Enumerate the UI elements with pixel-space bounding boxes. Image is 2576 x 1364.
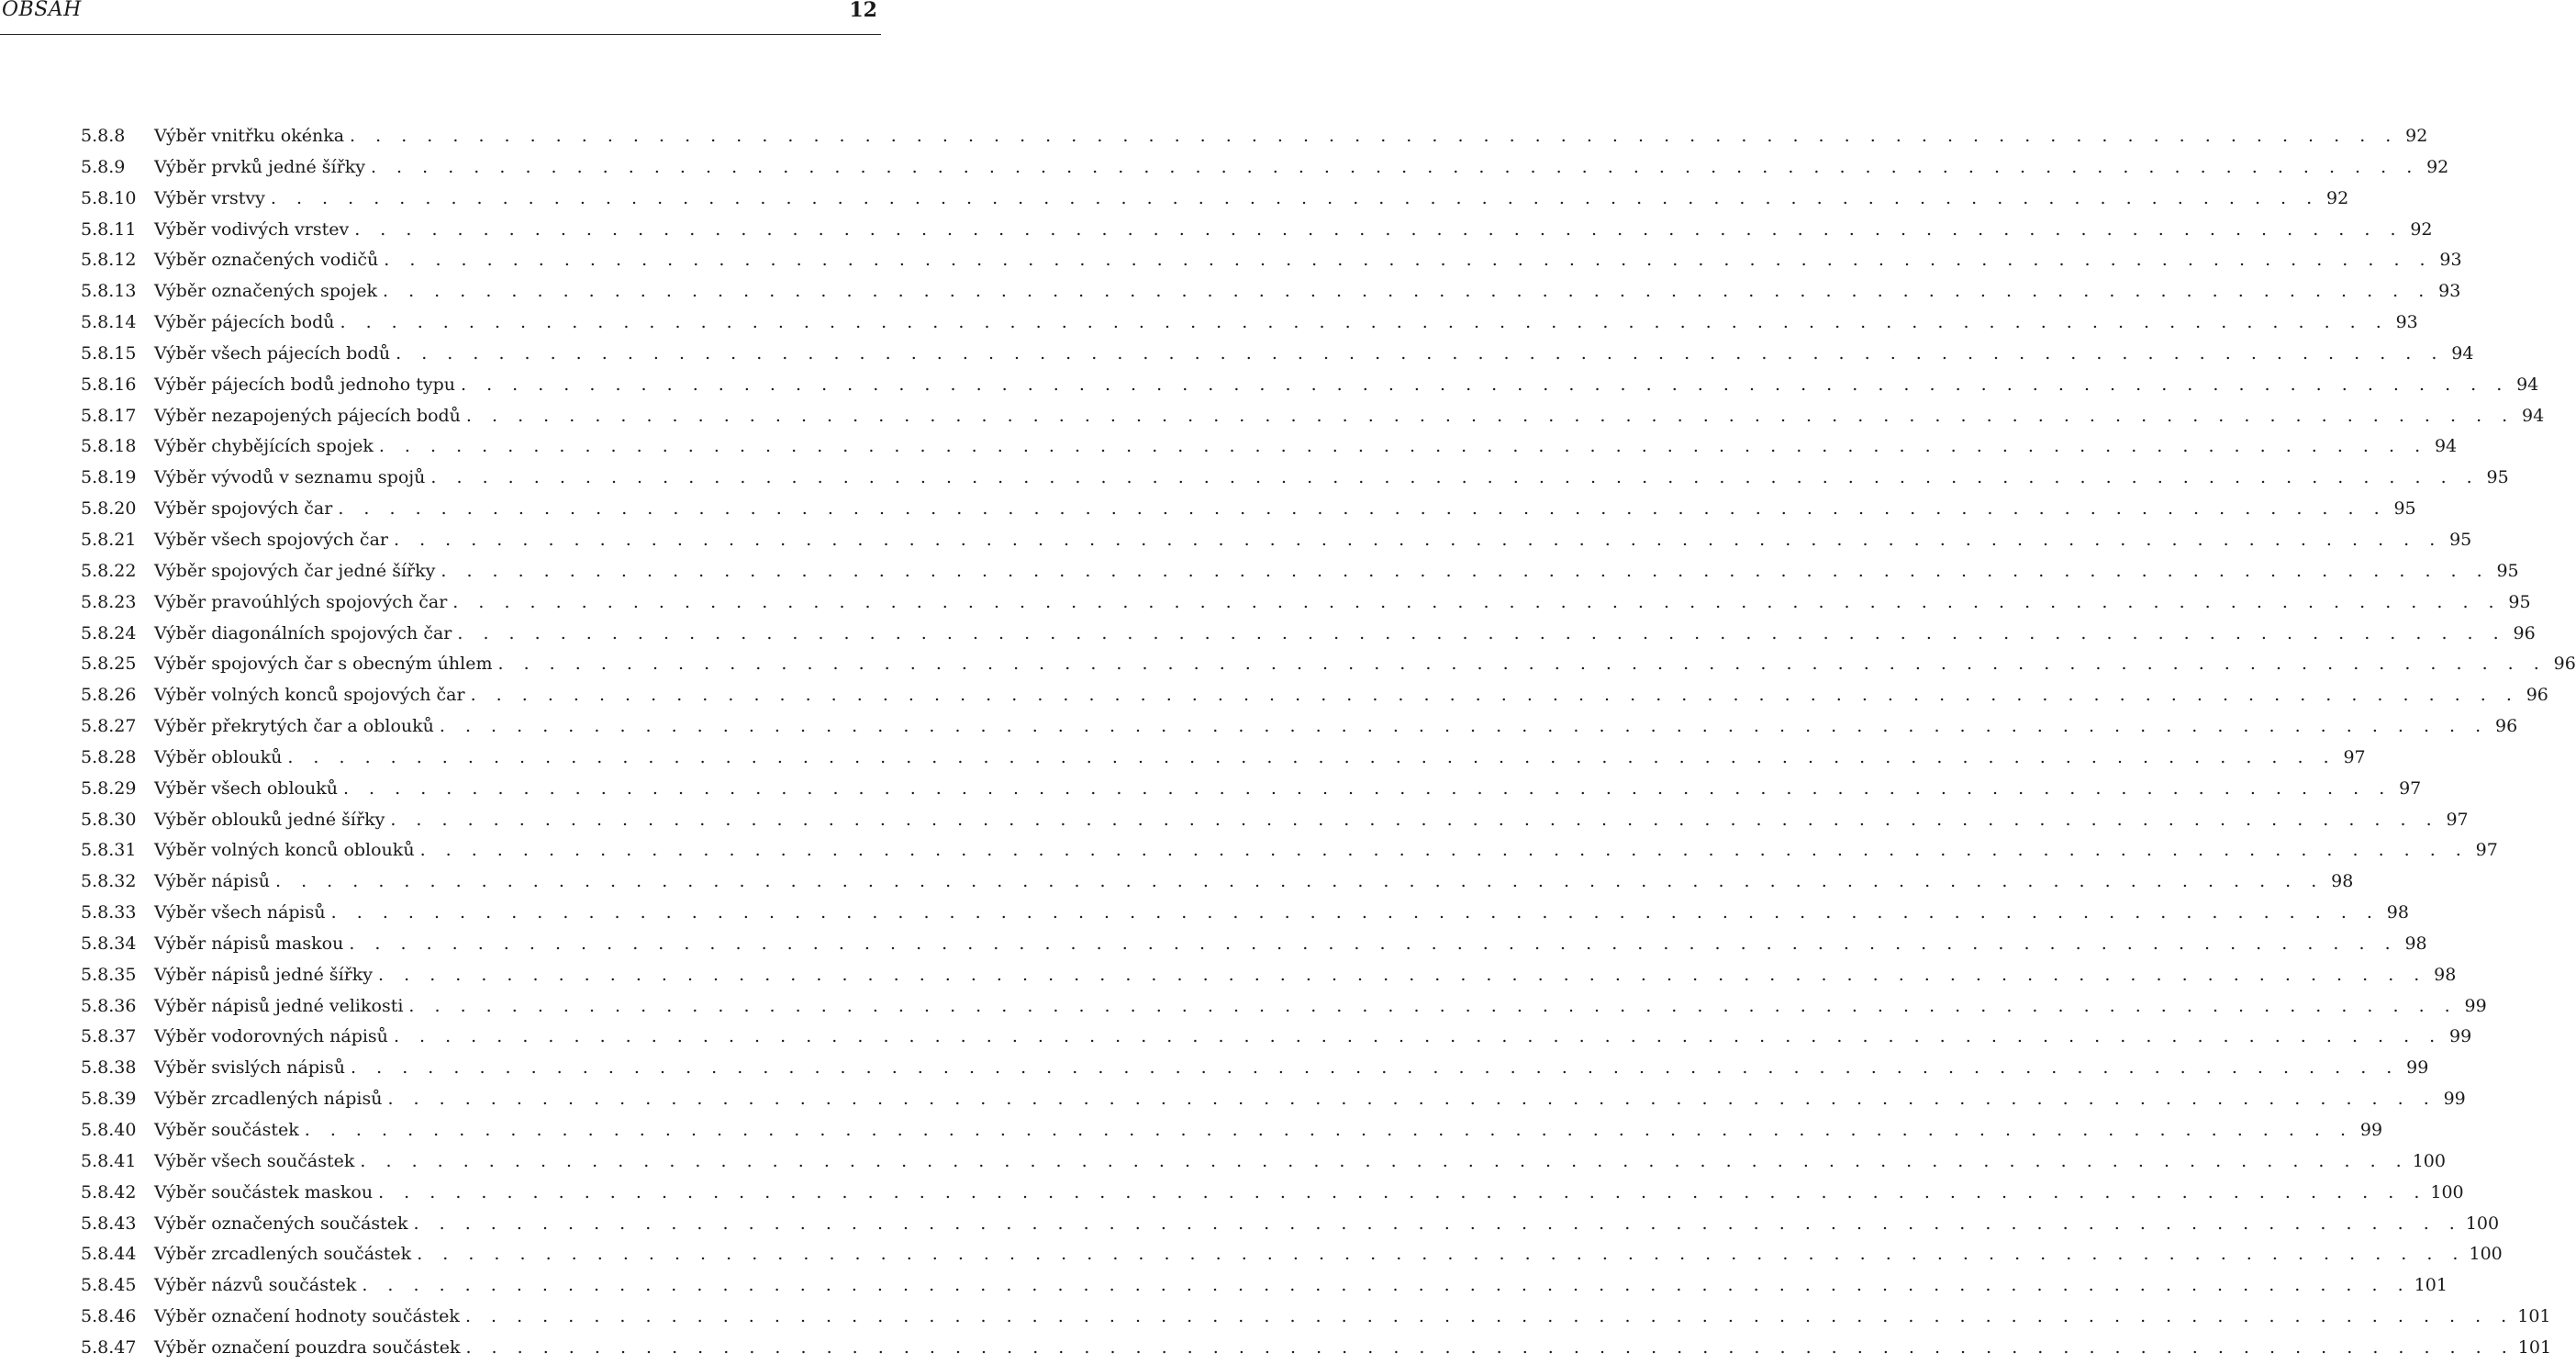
page-header xyxy=(0,0,881,35)
toc-entry-page: 92 xyxy=(2405,126,2428,146)
toc-entry-title: Výběr pravoúhlých spojových čar xyxy=(154,591,448,612)
toc-entry-page: 97 xyxy=(2475,840,2498,861)
toc-entry[interactable] xyxy=(81,711,2518,743)
toc-entry-page: 97 xyxy=(2343,746,2366,767)
toc-entry-title: Výběr oblouků jedné šířky xyxy=(154,809,385,830)
toc-entry-page: 98 xyxy=(2386,902,2409,923)
toc-dot-leader: . . . . . . . . . . . . . . . . . . . . . . . . . . . . . . . . . . . . . . . . . . . . . . . . . . . . . . . . . . . . . . . . . . . . . . . . . . . . . . . . xyxy=(287,746,2336,767)
toc-entry-title: Výběr spojových čar xyxy=(154,498,333,520)
toc-entry-title: Výběr všech součástek xyxy=(154,1150,355,1171)
toc-dot-leader: . . . . . . . . . . . . . . . . . . . . . . . . . . . . . . . . . . . . . . . . . . . . . . . . . . . . . . . . . . . . . . . . . . . . . . . . . . . . . . . . xyxy=(390,809,2439,830)
toc-entry-title: Výběr volných konců spojových čar xyxy=(154,685,465,706)
running-head-title: OBSAH xyxy=(2,0,82,21)
toc-entry-number: 5.8.11 xyxy=(81,218,137,240)
toc-dot-leader: . . . . . . . . . . . . . . . . . . . . . . . . . . . . . . . . . . . . . . . . . . . . . . . . . . . . . . . . . . . . . . . . . . . . . . . . . . . . . . . . xyxy=(460,374,2510,395)
toc-entry-page: 98 xyxy=(2434,964,2457,985)
toc-entry[interactable] xyxy=(81,1178,2464,1209)
toc-entry-title: Výběr všech oblouků xyxy=(154,777,338,799)
toc-entry-title: Výběr označených spojek xyxy=(154,281,378,302)
toc-entry-page: 96 xyxy=(2495,716,2518,737)
toc-entry-title: Výběr nápisů jedné šířky xyxy=(154,964,374,985)
toc-dot-leader: . . . . . . . . . . . . . . . . . . . . . . . . . . . . . . . . . . . . . . . . . . . . . . . . . . . . . . . . . . . . . . . . . . . . . . . . . . . . . . . . xyxy=(413,1213,2462,1234)
toc-entry-title: Výběr chybějících spojek xyxy=(154,436,374,457)
toc-entry-page: 99 xyxy=(2359,1120,2383,1140)
toc-entry[interactable] xyxy=(81,991,2487,1023)
table-of-contents xyxy=(81,121,2576,1364)
toc-entry-number: 5.8.13 xyxy=(81,281,137,302)
toc-entry[interactable] xyxy=(81,835,2498,866)
toc-dot-leader: . . . . . . . . . . . . . . . . . . . . . . . . . . . . . . . . . . . . . . . . . . . . . . . . . . . . . . . . . . . . . . . . . . . . . . . . . . . . . . . . xyxy=(275,871,2325,892)
toc-entry-page: 99 xyxy=(2449,1026,2472,1047)
toc-entry[interactable] xyxy=(81,1053,2429,1084)
toc-entry-title: Výběr pájecích bodů xyxy=(154,312,335,333)
toc-entry-number: 5.8.17 xyxy=(81,405,137,426)
toc-entry-number: 5.8.46 xyxy=(81,1306,137,1327)
toc-entry-title: Výběr zrcadlených součástek xyxy=(154,1244,412,1265)
toc-entry-page: 95 xyxy=(2393,498,2416,520)
toc-dot-leader: . . . . . . . . . . . . . . . . . . . . . . . . . . . . . . . . . . . . . . . . . . . . . . . . . . . . . . . . . . . . . . . . . . . . . . . . . . . . . . . . xyxy=(340,312,2389,333)
toc-entry-number: 5.8.45 xyxy=(81,1275,137,1296)
toc-entry-title: Výběr všech nápisů xyxy=(154,902,326,923)
toc-dot-leader: . . . . . . . . . . . . . . . . . . . . . . . . . . . . . . . . . . . . . . . . . . . . . . . . . . . . . . . . . . . . . . . . . . . . . . . . . . . . . . . . xyxy=(370,156,2420,177)
toc-entry-title: Výběr vnitřku okénka xyxy=(154,126,345,146)
toc-entry-title: Výběr pájecích bodů jednoho typu xyxy=(154,374,455,395)
toc-entry[interactable] xyxy=(81,1022,2472,1053)
toc-dot-leader: . . . . . . . . . . . . . . . . . . . . . . . . . . . . . . . . . . . . . . . . . . . . . . . . . . . . . . . . . . . . . . . . . . . . . . . . . . . . . . . . xyxy=(387,1089,2437,1110)
toc-entry-page: 92 xyxy=(2426,156,2449,177)
toc-entry-page: 100 xyxy=(2469,1244,2503,1265)
toc-entry-number: 5.8.24 xyxy=(81,622,137,643)
toc-entry-number: 5.8.14 xyxy=(81,312,137,333)
toc-dot-leader: . . . . . . . . . . . . . . . . . . . . . . . . . . . . . . . . . . . . . . . . . . . . . . . . . . . . . . . . . . . . . . . . . . . . . . . . . . . . . . . . xyxy=(362,1275,2411,1296)
toc-entry-page: 98 xyxy=(2331,871,2354,892)
toc-entry[interactable] xyxy=(81,649,2576,680)
toc-entry-number: 5.8.38 xyxy=(81,1057,137,1079)
toc-entry-title: Výběr označených vodičů xyxy=(154,250,379,271)
toc-dot-leader: . . . . . . . . . . . . . . . . . . . . . . . . . . . . . . . . . . . . . . . . . . . . . . . . . . . . . . . . . . . . . . . . . . . . . . . . . . . . . . . . xyxy=(430,467,2480,488)
toc-entry[interactable] xyxy=(81,1302,2551,1333)
toc-entry[interactable] xyxy=(81,525,2472,556)
toc-entry-number: 5.8.19 xyxy=(81,467,137,488)
toc-entry-page: 101 xyxy=(2414,1275,2448,1296)
toc-entry-page: 93 xyxy=(2438,281,2461,302)
toc-entry[interactable] xyxy=(81,494,2416,525)
toc-dot-leader: . . . . . . . . . . . . . . . . . . . . . . . . . . . . . . . . . . . . . . . . . . . . . . . . . . . . . . . . . . . . . . . . . . . . . . . . . . . . . . . . xyxy=(393,1026,2443,1047)
toc-entry-page: 93 xyxy=(2439,250,2462,271)
toc-dot-leader: . . . . . . . . . . . . . . . . . . . . . . . . . . . . . . . . . . . . . . . . . . . . . . . . . . . . . . . . . . . . . . . . . . . . . . . . . . . . . . . . xyxy=(419,840,2469,861)
toc-entry-title: Výběr prvků jedné šířky xyxy=(154,156,365,177)
toc-dot-leader: . . . . . . . . . . . . . . . . . . . . . . . . . . . . . . . . . . . . . . . . . . . . . . . . . . . . . . . . . . . . . . . . . . . . . . . . . . . . . . . . xyxy=(350,126,2399,146)
toc-entry-number: 5.8.22 xyxy=(81,560,137,581)
toc-entry-number: 5.8.9 xyxy=(81,156,126,177)
toc-entry-number: 5.8.23 xyxy=(81,591,137,612)
toc-entry-page: 96 xyxy=(2513,622,2536,643)
toc-entry-number: 5.8.28 xyxy=(81,746,137,767)
toc-entry-page: 100 xyxy=(2465,1213,2500,1234)
toc-dot-leader: . . . . . . . . . . . . . . . . . . . . . . . . . . . . . . . . . . . . . . . . . . . . . . . . . . . . . . . . . . . . . . . . . . . . . . . . . . . . . . . . xyxy=(452,591,2502,612)
toc-entry-number: 5.8.37 xyxy=(81,1026,137,1047)
toc-entry-page: 94 xyxy=(2451,342,2474,363)
toc-entry-title: Výběr spojových čar s obecným úhlem xyxy=(154,654,493,675)
toc-dot-leader: . . . . . . . . . . . . . . . . . . . . . . . . . . . . . . . . . . . . . . . . . . . . . . . . . . . . . . . . . . . . . . . . . . . . . . . . . . . . . . . . xyxy=(440,560,2490,581)
toc-entry[interactable] xyxy=(81,587,2531,619)
toc-entry[interactable] xyxy=(81,898,2409,929)
page-number: 12 xyxy=(849,0,877,22)
toc-dot-leader: . . . . . . . . . . . . . . . . . . . . . . . . . . . . . . . . . . . . . . . . . . . . . . . . . . . . . . . . . . . . . . . . . . . . . . . . . . . . . . . . xyxy=(349,933,2398,954)
toc-entry-number: 5.8.26 xyxy=(81,685,137,706)
toc-entry-title: Výběr vodorovných nápisů xyxy=(154,1026,388,1047)
toc-entry-page: 99 xyxy=(2406,1057,2429,1079)
toc-entry-page: 99 xyxy=(2443,1089,2466,1110)
toc-entry[interactable] xyxy=(81,215,2433,246)
toc-dot-leader: . . . . . . . . . . . . . . . . . . . . . . . . . . . . . . . . . . . . . . . . . . . . . . . . . . . . . . . . . . . . . . . . . . . . . . . . . . . . . . . . xyxy=(338,498,2387,520)
toc-entry[interactable] xyxy=(81,463,2509,494)
toc-entry-page: 101 xyxy=(2517,1306,2551,1327)
toc-dot-leader: . . . . . . . . . . . . . . . . . . . . . . . . . . . . . . . . . . . . . . . . . . . . . . . . . . . . . . . . . . . . . . . . . . . . . . . . . . . . . . . . xyxy=(457,622,2506,643)
toc-entry-page: 98 xyxy=(2404,933,2427,954)
toc-entry-number: 5.8.33 xyxy=(81,902,137,923)
toc-dot-leader: . . . . . . . . . . . . . . . . . . . . . . . . . . . . . . . . . . . . . . . . . . . . . . . . . . . . . . . . . . . . . . . . . . . . . . . . . . . . . . . . xyxy=(464,1306,2515,1327)
toc-entry[interactable] xyxy=(81,1115,2383,1146)
toc-entry-number: 5.8.36 xyxy=(81,995,137,1016)
toc-dot-leader: . . . . . . . . . . . . . . . . . . . . . . . . . . . . . . . . . . . . . . . . . . . . . . . . . . . . . . . . . . . . . . . . . . . . . . . . . . . . . . . . xyxy=(270,187,2320,208)
toc-dot-leader: . . . . . . . . . . . . . . . . . . . . . . . . . . . . . . . . . . . . . . . . . . . . . . . . . . . . . . . . . . . . . . . . . . . . . . . . . . . . . . . . xyxy=(360,1150,2409,1171)
toc-entry-title: Výběr všech spojových čar xyxy=(154,529,388,550)
toc-entry-title: Výběr vodivých vrstev xyxy=(154,218,350,240)
toc-dot-leader: . . . . . . . . . . . . . . . . . . . . . . . . . . . . . . . . . . . . . . . . . . . . . . . . . . . . . . . . . . . . . . . . . . . . . . . . . . . . . . . . xyxy=(497,654,2547,675)
toc-dot-leader: . . . . . . . . . . . . . . . . . . . . . . . . . . . . . . . . . . . . . . . . . . . . . . . . . . . . . . . . . . . . . . . . . . . . . . . . . . . . . . . . xyxy=(351,1057,2400,1079)
toc-entry-title: Výběr součástek xyxy=(154,1120,299,1140)
toc-entry-page: 97 xyxy=(2399,777,2422,799)
toc-entry[interactable] xyxy=(81,339,2474,370)
toc-dot-leader: . . . . . . . . . . . . . . . . . . . . . . . . . . . . . . . . . . . . . . . . . . . . . . . . . . . . . . . . . . . . . . . . . . . . . . . . . . . . . . . . xyxy=(393,529,2443,550)
toc-entry-number: 5.8.16 xyxy=(81,374,137,395)
toc-entry-number: 5.8.8 xyxy=(81,126,126,146)
toc-entry-number: 5.8.39 xyxy=(81,1089,137,1110)
toc-entry-number: 5.8.10 xyxy=(81,187,137,208)
toc-entry-title: Výběr nápisů xyxy=(154,871,271,892)
toc-entry[interactable] xyxy=(81,866,2354,898)
toc-entry-number: 5.8.20 xyxy=(81,498,137,520)
toc-entry-page: 96 xyxy=(2526,685,2548,706)
toc-entry-title: Výběr nezapojených pájecích bodů xyxy=(154,405,461,426)
toc-entry-page: 100 xyxy=(2430,1181,2464,1202)
toc-entry[interactable] xyxy=(81,1333,2552,1364)
toc-entry-title: Výběr volných konců oblouků xyxy=(154,840,415,861)
toc-dot-leader: . . . . . . . . . . . . . . . . . . . . . . . . . . . . . . . . . . . . . . . . . . . . . . . . . . . . . . . . . . . . . . . . . . . . . . . . . . . . . . . . xyxy=(384,250,2433,271)
header-rule xyxy=(0,34,881,35)
toc-entry-page: 101 xyxy=(2517,1336,2552,1358)
toc-entry[interactable] xyxy=(81,680,2548,711)
toc-entry[interactable] xyxy=(81,276,2461,307)
toc-entry-number: 5.8.25 xyxy=(81,654,137,675)
toc-entry-page: 95 xyxy=(2449,529,2472,550)
toc-entry-title: Výběr součástek maskou xyxy=(154,1181,374,1202)
toc-dot-leader: . . . . . . . . . . . . . . . . . . . . . . . . . . . . . . . . . . . . . . . . . . . . . . . . . . . . . . . . . . . . . . . . . . . . . . . . . . . . . . . . xyxy=(465,1336,2515,1358)
toc-dot-leader: . . . . . . . . . . . . . . . . . . . . . . . . . . . . . . . . . . . . . . . . . . . . . . . . . . . . . . . . . . . . . . . . . . . . . . . . . . . . . . . . xyxy=(304,1120,2354,1140)
toc-entry-page: 100 xyxy=(2412,1150,2446,1171)
toc-entry-title: Výběr oblouků xyxy=(154,746,283,767)
toc-entry-title: Výběr svislých nápisů xyxy=(154,1057,346,1079)
toc-entry-title: Výběr překrytých čar a oblouků xyxy=(154,716,434,737)
toc-entry-number: 5.8.32 xyxy=(81,871,137,892)
toc-entry-number: 5.8.47 xyxy=(81,1336,137,1358)
toc-entry[interactable] xyxy=(81,1084,2466,1115)
toc-entry-page: 97 xyxy=(2446,809,2469,830)
toc-entry[interactable] xyxy=(81,774,2422,805)
toc-dot-leader: . . . . . . . . . . . . . . . . . . . . . . . . . . . . . . . . . . . . . . . . . . . . . . . . . . . . . . . . . . . . . . . . . . . . . . . . . . . . . . . . xyxy=(378,436,2428,457)
toc-entry-page: 92 xyxy=(2410,218,2433,240)
toc-entry[interactable] xyxy=(81,1270,2448,1302)
toc-entry-title: Výběr všech pájecích bodů xyxy=(154,342,391,363)
toc-entry-title: Výběr diagonálních spojových čar xyxy=(154,622,452,643)
toc-entry[interactable] xyxy=(81,1239,2503,1270)
toc-entry-page: 95 xyxy=(2508,591,2531,612)
toc-dot-leader: . . . . . . . . . . . . . . . . . . . . . . . . . . . . . . . . . . . . . . . . . . . . . . . . . . . . . . . . . . . . . . . . . . . . . . . . . . . . . . . . xyxy=(383,281,2432,302)
toc-entry-page: 96 xyxy=(2553,654,2576,675)
toc-entry-number: 5.8.18 xyxy=(81,436,137,457)
toc-entry[interactable] xyxy=(81,743,2366,774)
toc-entry[interactable] xyxy=(81,805,2469,836)
toc-entry-number: 5.8.42 xyxy=(81,1181,137,1202)
toc-entry-number: 5.8.29 xyxy=(81,777,137,799)
toc-entry-number: 5.8.44 xyxy=(81,1244,137,1265)
toc-dot-leader: . . . . . . . . . . . . . . . . . . . . . . . . . . . . . . . . . . . . . . . . . . . . . . . . . . . . . . . . . . . . . . . . . . . . . . . . . . . . . . . . xyxy=(396,342,2445,363)
toc-entry[interactable] xyxy=(81,245,2462,276)
toc-entry-page: 94 xyxy=(2516,374,2539,395)
toc-dot-leader: . . . . . . . . . . . . . . . . . . . . . . . . . . . . . . . . . . . . . . . . . . . . . . . . . . . . . . . . . . . . . . . . . . . . . . . . . . . . . . . . xyxy=(408,995,2458,1016)
toc-entry[interactable] xyxy=(81,184,2349,215)
toc-entry-number: 5.8.30 xyxy=(81,809,137,830)
toc-entry-number: 5.8.15 xyxy=(81,342,137,363)
toc-entry-number: 5.8.43 xyxy=(81,1213,137,1234)
toc-entry[interactable] xyxy=(81,401,2545,432)
toc-entry[interactable] xyxy=(81,556,2519,587)
toc-entry-number: 5.8.31 xyxy=(81,840,137,861)
toc-entry-number: 5.8.34 xyxy=(81,933,137,954)
toc-entry-number: 5.8.21 xyxy=(81,529,137,550)
toc-entry[interactable] xyxy=(81,960,2457,991)
toc-entry[interactable] xyxy=(81,431,2458,463)
toc-entry-number: 5.8.40 xyxy=(81,1120,137,1140)
toc-entry-page: 94 xyxy=(2522,405,2545,426)
toc-entry-title: Výběr označení pouzdra součástek xyxy=(154,1336,461,1358)
toc-entry-page: 95 xyxy=(2486,467,2509,488)
toc-entry[interactable] xyxy=(81,619,2536,650)
toc-dot-leader: . . . . . . . . . . . . . . . . . . . . . . . . . . . . . . . . . . . . . . . . . . . . . . . . . . . . . . . . . . . . . . . . . . . . . . . . . . . . . . . . xyxy=(465,405,2515,426)
toc-entry-title: Výběr vrstvy xyxy=(154,187,265,208)
toc-entry[interactable] xyxy=(81,1209,2500,1240)
toc-entry-number: 5.8.12 xyxy=(81,250,137,271)
toc-entry-number: 5.8.41 xyxy=(81,1150,137,1171)
toc-entry-page: 95 xyxy=(2496,560,2519,581)
toc-entry-title: Výběr zrcadlených nápisů xyxy=(154,1089,383,1110)
toc-entry-number: 5.8.27 xyxy=(81,716,137,737)
toc-entry[interactable] xyxy=(81,370,2539,401)
toc-entry-title: Výběr označených součástek xyxy=(154,1213,408,1234)
toc-entry[interactable] xyxy=(81,1146,2446,1178)
toc-entry-title: Výběr spojových čar jedné šířky xyxy=(154,560,436,581)
toc-entry-title: Výběr vývodů v seznamu spojů xyxy=(154,467,426,488)
toc-dot-leader: . . . . . . . . . . . . . . . . . . . . . . . . . . . . . . . . . . . . . . . . . . . . . . . . . . . . . . . . . . . . . . . . . . . . . . . . . . . . . . . . xyxy=(417,1244,2466,1265)
toc-dot-leader: . . . . . . . . . . . . . . . . . . . . . . . . . . . . . . . . . . . . . . . . . . . . . . . . . . . . . . . . . . . . . . . . . . . . . . . . . . . . . . . . xyxy=(378,964,2427,985)
toc-entry[interactable] xyxy=(81,152,2449,184)
toc-entry[interactable] xyxy=(81,929,2427,960)
toc-dot-leader: . . . . . . . . . . . . . . . . . . . . . . . . . . . . . . . . . . . . . . . . . . . . . . . . . . . . . . . . . . . . . . . . . . . . . . . . . . . . . . . . xyxy=(378,1181,2427,1202)
toc-entry-title: Výběr nápisů maskou xyxy=(154,933,344,954)
toc-entry-page: 99 xyxy=(2464,995,2487,1016)
toc-entry-title: Výběr nápisů jedné velikosti xyxy=(154,995,404,1016)
toc-entry-page: 94 xyxy=(2434,436,2458,457)
toc-dot-leader: . . . . . . . . . . . . . . . . . . . . . . . . . . . . . . . . . . . . . . . . . . . . . . . . . . . . . . . . . . . . . . . . . . . . . . . . . . . . . . . . xyxy=(330,902,2380,923)
toc-entry[interactable] xyxy=(81,307,2418,339)
toc-dot-leader: . . . . . . . . . . . . . . . . . . . . . . . . . . . . . . . . . . . . . . . . . . . . . . . . . . . . . . . . . . . . . . . . . . . . . . . . . . . . . . . . xyxy=(470,685,2519,706)
toc-entry-title: Výběr názvů součástek xyxy=(154,1275,357,1296)
toc-dot-leader: . . . . . . . . . . . . . . . . . . . . . . . . . . . . . . . . . . . . . . . . . . . . . . . . . . . . . . . . . . . . . . . . . . . . . . . . . . . . . . . . xyxy=(342,777,2392,799)
toc-dot-leader: . . . . . . . . . . . . . . . . . . . . . . . . . . . . . . . . . . . . . . . . . . . . . . . . . . . . . . . . . . . . . . . . . . . . . . . . . . . . . . . . xyxy=(354,218,2403,240)
toc-entry[interactable] xyxy=(81,121,2428,152)
toc-entry-page: 93 xyxy=(2395,312,2418,333)
toc-entry-number: 5.8.35 xyxy=(81,964,137,985)
toc-dot-leader: . . . . . . . . . . . . . . . . . . . . . . . . . . . . . . . . . . . . . . . . . . . . . . . . . . . . . . . . . . . . . . . . . . . . . . . . . . . . . . . . xyxy=(439,716,2489,737)
toc-entry-page: 92 xyxy=(2326,187,2349,208)
toc-entry-title: Výběr označení hodnoty součástek xyxy=(154,1306,460,1327)
